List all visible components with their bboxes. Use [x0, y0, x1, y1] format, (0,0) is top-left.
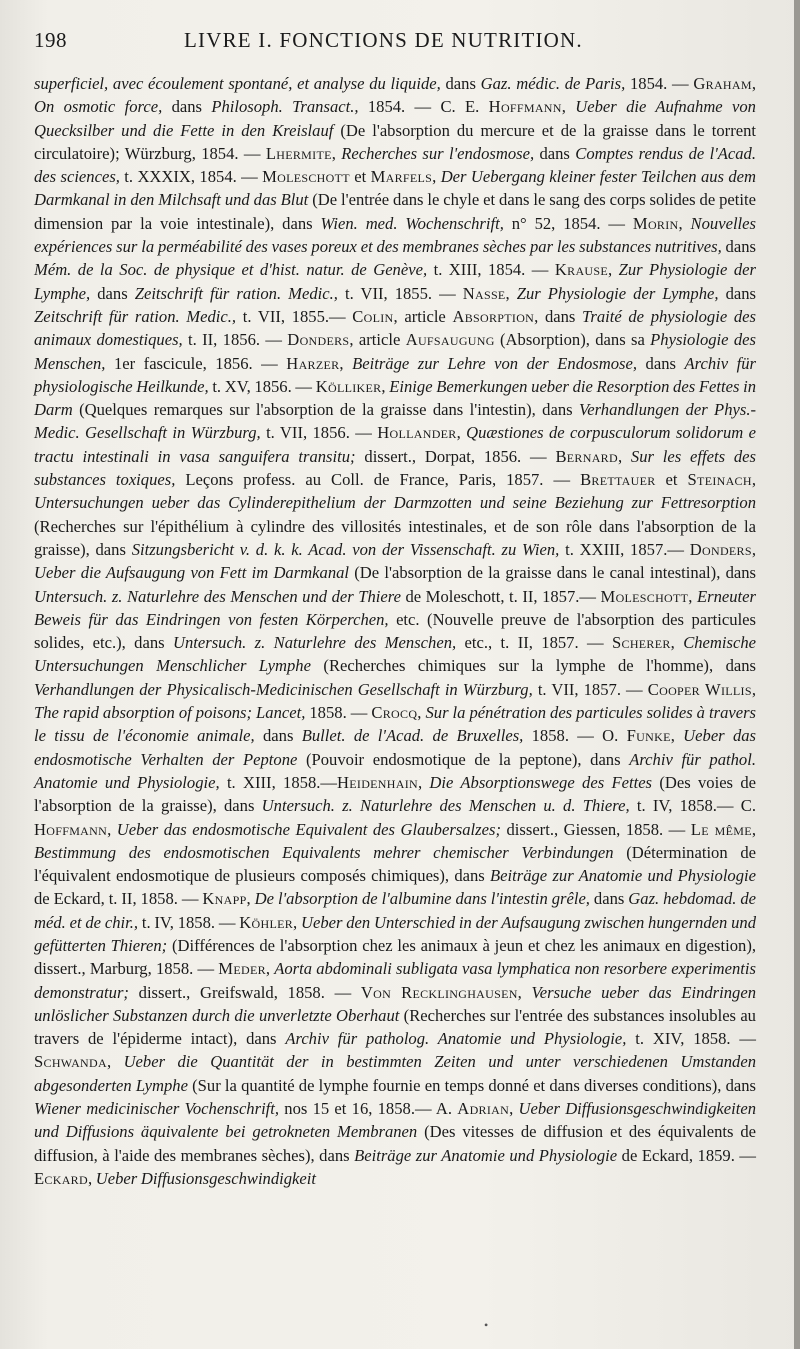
citation-title: Versuche ueber das Eindringen unlöslicher Substanzen durch die unverletzte Oberhaut	[34, 982, 756, 1025]
author-name: Le même	[690, 819, 752, 839]
plain-text: 1854. —	[625, 74, 694, 93]
plain-text: etc. (Nouvelle preuve de l'absorption des particules solides, etc.), dans	[34, 609, 756, 653]
plain-text: n° 52, 1854. —	[503, 213, 633, 233]
plain-text: Leçons profess. au Coll. de France, Paris, 1857. —	[175, 470, 581, 490]
plain-text: (Recherches sur l'entrée des substances insolubles au travers de l'épiderme intact), dans	[34, 1005, 756, 1049]
plain-text: (Recherches sur l'épithélium à cylindre des villosités intestinales, et de son rôle dans l'absorption de la graisse), dans	[34, 516, 756, 559]
author-name: Krause	[554, 260, 608, 280]
plain-text: dissert., Giessen, 1858. —	[500, 819, 691, 839]
citation-title: Zur Physiologie der Lymphe,	[516, 283, 719, 303]
citation-title: Ueber Diffusionsgeschwindigkeit	[95, 1168, 317, 1188]
plain-text: ,	[670, 633, 684, 653]
plain-text: dans	[254, 726, 302, 746]
citation-title: Zeitschrift für ration. Medic.,	[34, 306, 237, 326]
plain-text: (Sur la quantité de lymphe fournie en temps donné et dans diverses conditions), dans	[187, 1075, 756, 1095]
plain-text: (Différences de l'absorption chez les animaux à jeun et chez les animaux en digestion), dissert., Marburg, 1858. —	[34, 935, 756, 979]
plain-text: (Quelques remarques sur l'absorption de la graisse dans l'intestin), dans	[72, 400, 579, 420]
author-name: Hollander	[377, 423, 457, 443]
author-name: Moleschott	[600, 586, 689, 606]
citation-title: Verhandlungen der Phys.-Medic. Gesellschaft in Würzburg,	[34, 400, 756, 443]
author-name: Aufsaugung	[405, 330, 495, 350]
plain-text: ,	[505, 283, 517, 303]
plain-text: ,	[339, 353, 353, 373]
plain-text: t. IV, 1858.— C.	[629, 796, 756, 816]
citation-title: Untersuch. z. Naturlehre des Menschen und der Thiere	[34, 586, 401, 606]
author-name: Heidenhain	[336, 772, 418, 792]
author-name: Schwanda	[34, 1052, 107, 1072]
citation-title: Wiener medicinischer Vochenschrift,	[34, 1099, 280, 1119]
plain-text: t. IV, 1858. —	[138, 912, 240, 932]
plain-text: t. VII, 1857. —	[532, 679, 648, 699]
plain-text: ,	[751, 74, 756, 93]
plain-text: , article	[393, 306, 453, 326]
plain-text: t. VII, 1855. —	[337, 283, 463, 303]
citation-title: Mém. de la Soc. de physique et d'hist. natur. de Genève,	[34, 260, 428, 280]
author-name: Donders	[689, 539, 752, 559]
citation-title: Archiv für physiologische Heilkunde,	[34, 353, 757, 396]
plain-text: ,	[106, 1052, 124, 1072]
author-name: Eckard	[34, 1168, 88, 1188]
author-name: Graham	[693, 74, 752, 93]
plain-text: (De l'entrée dans le chyle et dans le sang des corps solides de petite dimension par la voie intestinale), dans	[34, 190, 756, 233]
plain-text: t. VII, 1855.—	[236, 306, 353, 326]
citation-title: Bullet. de l'Acad. de Bruxelles,	[301, 726, 524, 746]
citation-title: Sur la pénétration des particules solides à travers le tissu de l'économie animale,	[34, 703, 757, 746]
author-name: Moleschott	[262, 167, 350, 187]
citation-title: Beiträge zur Anatomie und Physiologie	[354, 1145, 618, 1165]
plain-text: nos 15 et 16, 1858.— A.	[279, 1099, 458, 1119]
author-name: Adrian	[457, 1099, 510, 1119]
running-title: LIVRE I. FONCTIONS DE NUTRITION.	[184, 28, 583, 52]
footer-mark: •	[484, 1318, 489, 1332]
citation-title: Beiträge zur Anatomie und Physiologie	[490, 866, 756, 886]
plain-text: de Moleschott, t. II, 1857.—	[400, 586, 601, 606]
plain-text: t. XV, 1856. —	[208, 376, 316, 396]
citation-title: Untersuch. z. Naturlehre des Menschen,	[172, 633, 457, 653]
plain-text: dans	[440, 74, 481, 93]
plain-text: dans	[718, 283, 756, 303]
plain-text: dissert., Greifswald, 1858. —	[128, 982, 361, 1002]
plain-text: (De l'absorption de la graisse dans le canal intestinal), dans	[349, 563, 756, 583]
citation-title: Archiv für pathol. Anatomie und Physiologie,	[34, 749, 756, 792]
plain-text: , article	[349, 330, 406, 350]
plain-text: ,	[678, 213, 691, 233]
plain-text: , dans	[534, 306, 583, 326]
author-name: Köhler	[239, 912, 294, 932]
citation-title: Ueber die Aufnahme von Quecksilber und die Fette in den Kreislauf	[34, 97, 756, 140]
author-name: Meder	[218, 959, 266, 979]
plain-text: ,	[751, 539, 756, 559]
author-name: Bernard	[555, 446, 618, 466]
author-name: Steinach	[687, 470, 752, 490]
citation-title: Recherches sur l'endosmose,	[341, 143, 535, 163]
plain-text: dissert., Dorpat, 1856. —	[355, 446, 556, 466]
citation-title: Ueber den Unterschied in der Aufsaugung zwischen hungernden und gefütterten Thieren;	[34, 912, 757, 955]
plain-text: ,	[381, 376, 390, 396]
plain-text: t. XIII, 1854. —	[427, 260, 555, 280]
citation-title: Sur les effets des substances toxiques,	[34, 446, 756, 490]
citation-title: Sitzungsbericht v. d. k. k. Acad. von der Vissenschaft. zu Wien,	[131, 539, 560, 559]
citation-title: Chemische Untersuchungen Menschlicher Lymphe	[34, 633, 756, 676]
plain-text: ,	[246, 889, 255, 909]
citation-title: Untersuchungen ueber das Cylinderepithelium der Darmzotten und seine Beziehung zur Fettresorption	[34, 493, 756, 513]
bibliography-paragraph	[34, 72, 756, 1190]
citation-title: Einige Bemerkungen ueber die Resorption des Fettes in Darm	[34, 376, 756, 420]
plain-text: ,	[87, 1168, 96, 1188]
plain-text: dans	[589, 889, 629, 909]
author-name: Crocq	[371, 703, 418, 723]
plain-text: 1er fascicule, 1856. —	[105, 353, 287, 373]
citation-title: Ueber das endosmotische Equivalent des Glaubersalzes;	[116, 819, 501, 839]
citation-title: De l'absorption de l'albumine dans l'intestin grêle,	[254, 889, 590, 909]
citation-title: Nouvelles expériences sur la perméabilité des vases poreux et des membranes sèches par les substances nutritives,	[34, 213, 756, 257]
plain-text: etc., t. II, 1857. —	[456, 633, 612, 653]
plain-text: ,	[561, 97, 576, 117]
plain-text: ,	[517, 982, 532, 1002]
plain-text: ,	[432, 167, 441, 187]
plain-text: (Pouvoir endosmotique de la peptone), dans	[297, 749, 630, 769]
author-name: Hoffmann	[488, 97, 562, 117]
citation-title: Quæstiones de corpusculorum solidorum e tractu intestinali in vasa sanguifera transitu;	[34, 423, 757, 466]
plain-text: dans	[534, 143, 576, 163]
citation-title: Erneuter Beweis für das Eindringen von festen Körperchen,	[34, 586, 756, 629]
page-spine-edge	[794, 0, 800, 1349]
plain-text: ,	[456, 423, 467, 443]
citation-title: Traité de physiologie des animaux domestiques,	[34, 306, 756, 350]
plain-text: t. VII, 1856. —	[260, 423, 378, 443]
plain-text: ,	[265, 959, 275, 979]
plain-text: ,	[417, 703, 426, 723]
citation-title: Ueber das endosmotische Verhalten der Peptone	[34, 726, 757, 769]
citation-title: Beiträge zur Lehre von der Endosmose,	[352, 353, 638, 373]
citation-title: Comptes rendus de l'Acad. des sciences,	[34, 143, 756, 187]
plain-text: (Absorption), dans sa	[494, 330, 651, 350]
citation-title: Philosoph. Transact.,	[211, 97, 359, 117]
plain-text: ,	[670, 726, 684, 746]
plain-text: ,	[417, 772, 430, 792]
plain-text: ,	[751, 470, 756, 490]
plain-text: (Des voies de l'absorption de la graisse), dans	[34, 772, 756, 816]
citation-title: Zur Physiologie der Lymphe,	[34, 260, 756, 303]
plain-text: ,	[607, 260, 619, 280]
plain-text: ,	[751, 679, 756, 699]
plain-text: et	[655, 470, 688, 490]
citation-title: Archiv für patholog. Anatomie und Physiologie,	[285, 1029, 627, 1049]
plain-text: (Recherches chimiques sur la lymphe de l'homme), dans	[310, 656, 756, 676]
citation-title: Gaz. hebdomad. de méd. et de chir.,	[34, 889, 757, 932]
plain-text: dans	[90, 283, 135, 303]
citation-title: Aorta abdominali subligata vasa lymphatica non resorbere experimentis demonstratur;	[34, 959, 756, 1002]
plain-text: ,	[688, 586, 697, 606]
author-name: Absorption	[452, 306, 535, 326]
plain-text: 1854. — C. E.	[358, 97, 489, 117]
plain-text: (Des vitesses de diffusion et des équivalents de diffusion, à l'aide des membranes sèches), dans	[34, 1122, 756, 1165]
citation-title: Untersuch. z. Naturlehre des Menschen u. d. Thiere,	[261, 796, 630, 816]
author-name: Marfels	[370, 167, 433, 187]
citation-title: Ueber die Aufsaugung von Fett im Darmkanal	[34, 563, 350, 583]
author-name: Knapp	[202, 889, 247, 909]
plain-text: et	[349, 167, 371, 187]
plain-text: dans	[637, 353, 685, 373]
plain-text: ,	[509, 1099, 519, 1119]
citation-title: superficiel, avec écoulement spontané, et analyse du liquide,	[34, 74, 441, 93]
plain-text: ,	[107, 819, 117, 839]
plain-text: (De l'absorption du mercure et de la graisse dans le torrent circulatoire); Würzburg, 1854. —	[34, 120, 757, 163]
author-name: Brettauer	[580, 470, 656, 490]
citation-title: The rapid absorption of poisons; Lancet,	[34, 703, 306, 723]
plain-text: dans	[721, 237, 756, 257]
plain-text: t. XXIII, 1857.—	[559, 539, 690, 559]
plain-text: t. II, 1856. —	[182, 330, 288, 350]
citation-title: On osmotic force,	[34, 97, 163, 117]
plain-text: dans	[162, 97, 212, 117]
citation-title: Verhandlungen der Physicalisch-Medicinischen Gesellschaft in Würzburg,	[34, 679, 533, 699]
author-name: Colin	[352, 306, 394, 326]
plain-text: t. XXXIX, 1854. —	[119, 167, 263, 187]
citation-title: Der Uebergang kleiner fester Teilchen aus dem Darmkanal in den Milchsaft und das Blut	[34, 167, 757, 210]
page-number: 198	[34, 28, 67, 52]
author-name: Lhermite	[265, 143, 332, 163]
page-header	[34, 28, 756, 62]
plain-text: 1858. —	[305, 703, 372, 723]
citation-title: Bestimmung des endosmotischen Equivalents mehrer chemischer Verbindungen	[34, 842, 614, 862]
plain-text: 1858. — O.	[523, 726, 627, 746]
author-name: Harzer	[286, 353, 340, 373]
author-name: Nasse	[462, 283, 506, 303]
plain-text: t. XIV, 1858. —	[626, 1029, 756, 1049]
plain-text: (Détermination de l'équivalent endosmotique de plusieurs composés chimiques), dans	[34, 842, 756, 886]
citation-title: Ueber Diffusionsgeschwindigkeiten und Diffusions äquivalente bei getrokneten Membranen	[34, 1099, 757, 1142]
plain-text: de Eckard, t. II, 1858. —	[34, 889, 203, 909]
plain-text: ,	[331, 143, 342, 163]
author-name: Von Recklinghausen	[360, 982, 518, 1002]
plain-text: ,	[617, 446, 631, 466]
author-name: Donders	[287, 330, 350, 350]
citation-title: Die Absorptionswege des Fettes	[429, 772, 653, 792]
citation-title: Gaz. médic. de Paris,	[480, 74, 626, 93]
author-name: Funke	[626, 726, 671, 746]
citation-title: Zeitschrift für ration. Medic.,	[134, 283, 338, 303]
plain-text: de Eckard, 1859. —	[617, 1145, 756, 1165]
plain-text: ,	[751, 819, 756, 839]
plain-text: ,	[293, 912, 301, 932]
plain-text: t. XIII, 1858.—	[219, 772, 337, 792]
author-name: Scherer	[611, 633, 671, 653]
citation-title: Wien. med. Wochenschrift,	[320, 213, 504, 233]
author-name: Kölliker	[315, 376, 382, 396]
citation-title: Physiologie des Menschen,	[34, 330, 756, 373]
author-name: Morin	[632, 213, 679, 233]
author-name: Hoffmann	[34, 819, 108, 839]
author-name: Cooper Willis	[647, 679, 752, 699]
citation-title: Ueber die Quantität der in bestimmten Zeiten und unter verschiedenen Umstanden abgesonderten Lymphe	[34, 1052, 757, 1095]
